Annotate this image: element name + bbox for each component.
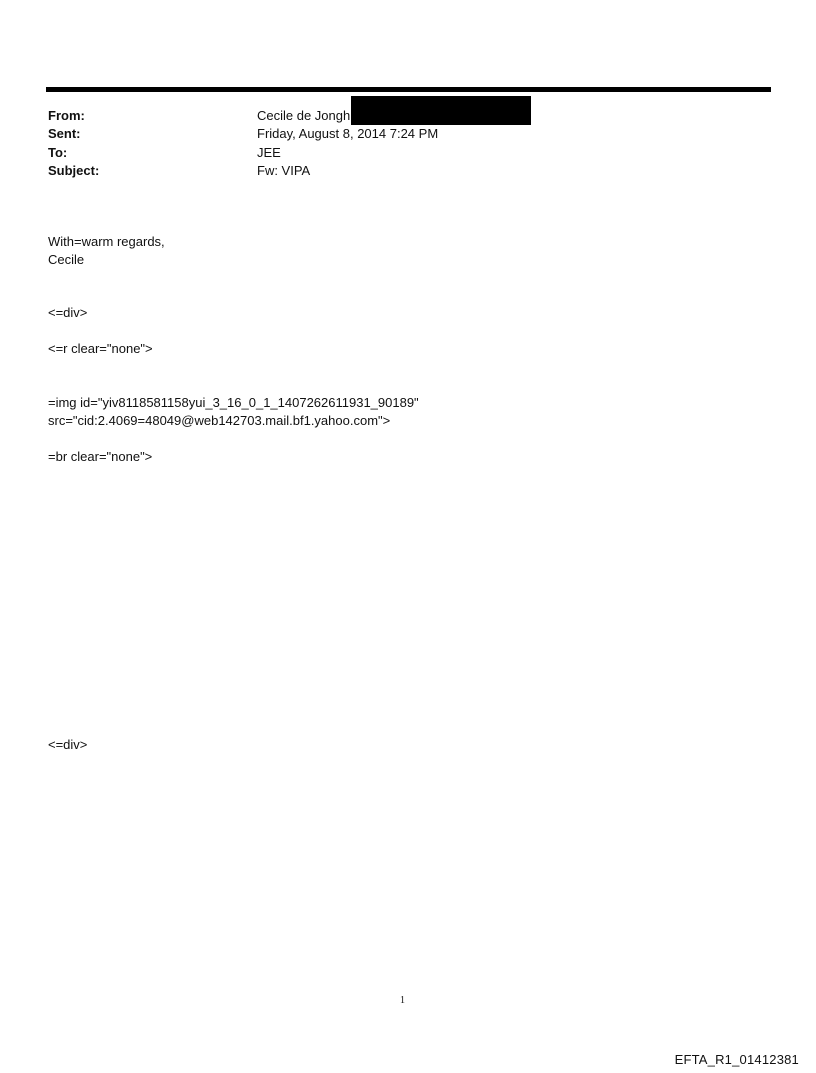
subject-label: Subject: (48, 163, 100, 178)
signature-line: Cecile (48, 252, 85, 267)
header-rule (46, 87, 771, 92)
from-value: Cecile de Jongh (257, 108, 351, 123)
from-label: From: (48, 108, 85, 123)
bates-number: EFTA_R1_01412381 (674, 1052, 799, 1067)
to-value: JEE (257, 145, 281, 160)
sent-value: Friday, August 8, 2014 7:24 PM (257, 126, 439, 141)
subject-value: Fw: VIPA (257, 163, 311, 178)
sent-label: Sent: (48, 126, 81, 141)
page-number: 1 (400, 995, 405, 1006)
body-line: =br clear="none"> (48, 449, 153, 464)
greeting-line: With=warm regards, (48, 234, 165, 249)
body-line: <=r clear="none"> (48, 341, 153, 356)
body-line: src="cid:2.4069=48049@web142703.mail.bf1.yahoo.com"> (48, 413, 391, 428)
to-label: To: (48, 145, 68, 160)
body-line: =img id="yiv8118581158yui_3_16_0_1_1407262611931_90189" (48, 395, 419, 410)
redaction-box (351, 96, 531, 125)
body-line: <=div> (48, 305, 88, 320)
body-line: <=div> (48, 737, 88, 752)
